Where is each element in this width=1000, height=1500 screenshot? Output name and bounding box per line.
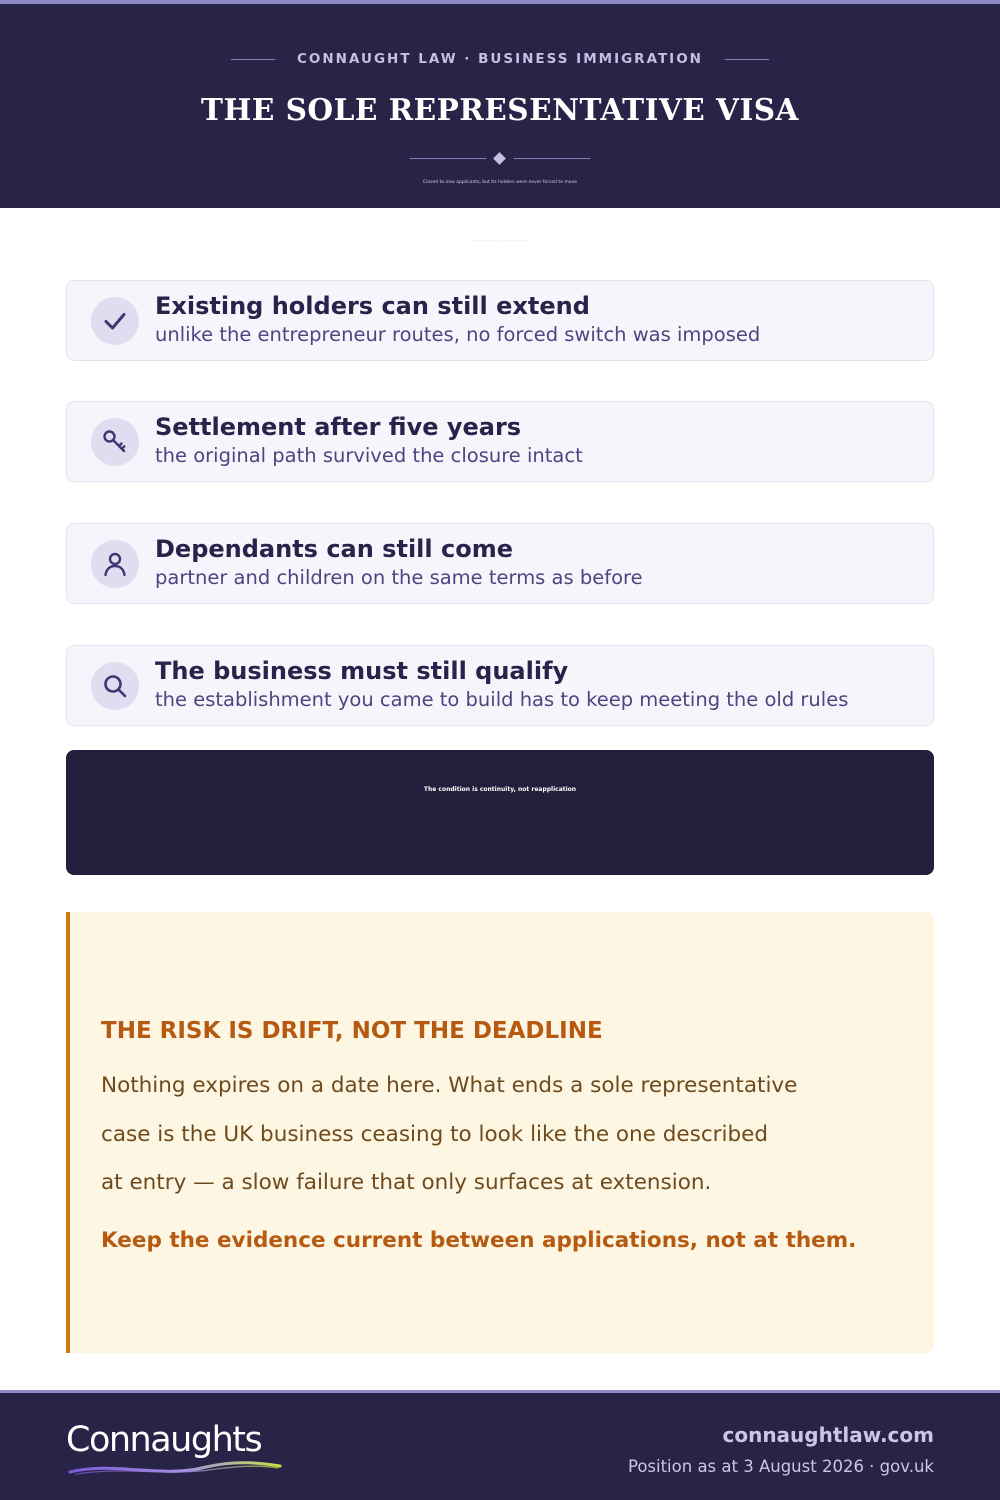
card-description: the establishment you came to build has to keep meeting the old rules <box>155 688 849 711</box>
card-title: Existing holders can still extend <box>155 292 590 320</box>
card-extend <box>66 280 934 361</box>
website-link[interactable]: connaughtlaw.com <box>722 1423 934 1447</box>
continuity-banner <box>66 750 934 875</box>
risk-callout <box>66 912 934 1353</box>
key-icon <box>91 418 139 466</box>
kicker-divider-left <box>231 59 275 60</box>
person-icon <box>91 540 139 588</box>
kicker-divider-right <box>725 59 769 60</box>
logo-swoosh-icon <box>66 1457 286 1477</box>
check-icon <box>91 297 139 345</box>
banner-description <box>66 818 934 842</box>
card-description: the original path survived the closure intact <box>155 444 583 467</box>
card-business <box>66 645 934 726</box>
card-title: The business must still qualify <box>155 657 569 685</box>
connaughts-logo[interactable] <box>66 1417 286 1477</box>
section-heading <box>0 226 1000 256</box>
search-icon <box>91 662 139 710</box>
card-description: unlike the entrepreneur routes, no forced switch was imposed <box>155 323 761 346</box>
risk-body-line: Nothing expires on a date here. What ends a sole representative <box>101 1073 798 1098</box>
risk-body-line: at entry — a slow failure that only surfaces at extension. <box>101 1170 712 1195</box>
card-description: partner and children on the same terms as before <box>155 566 643 589</box>
risk-body-line: case is the UK business ceasing to look like the one described <box>101 1122 768 1147</box>
card-settlement <box>66 401 934 482</box>
logo-wordmark: Connaughts <box>66 1420 262 1460</box>
title-ornament <box>410 152 590 166</box>
card-title: Dependants can still come <box>155 535 513 563</box>
banner-title: The condition is continuity, not reapplication <box>423 786 577 793</box>
page-subtitle: Closed to new applicants, but its holders were never forced to move <box>423 180 577 185</box>
kicker-text: CONNAUGHT LAW · BUSINESS IMMIGRATION <box>297 51 703 67</box>
position-note: Position as at 3 August 2026 · gov.uk <box>627 1457 934 1476</box>
risk-title: THE RISK IS DRIFT, NOT THE DEADLINE <box>101 1018 603 1044</box>
header-banner <box>0 0 1000 208</box>
risk-call-to-action: Keep the evidence current between applications, not at them. <box>101 1228 857 1253</box>
card-dependants <box>66 523 934 604</box>
card-title: Settlement after five years <box>155 413 522 441</box>
kicker-row <box>0 48 1000 70</box>
ornament-rule-left <box>410 158 486 159</box>
ornament-rule-right <box>514 158 590 159</box>
page-title: THE SOLE REPRESENTATIVE VISA <box>201 92 799 127</box>
diamond-icon <box>493 152 506 165</box>
footer <box>0 1390 1000 1500</box>
